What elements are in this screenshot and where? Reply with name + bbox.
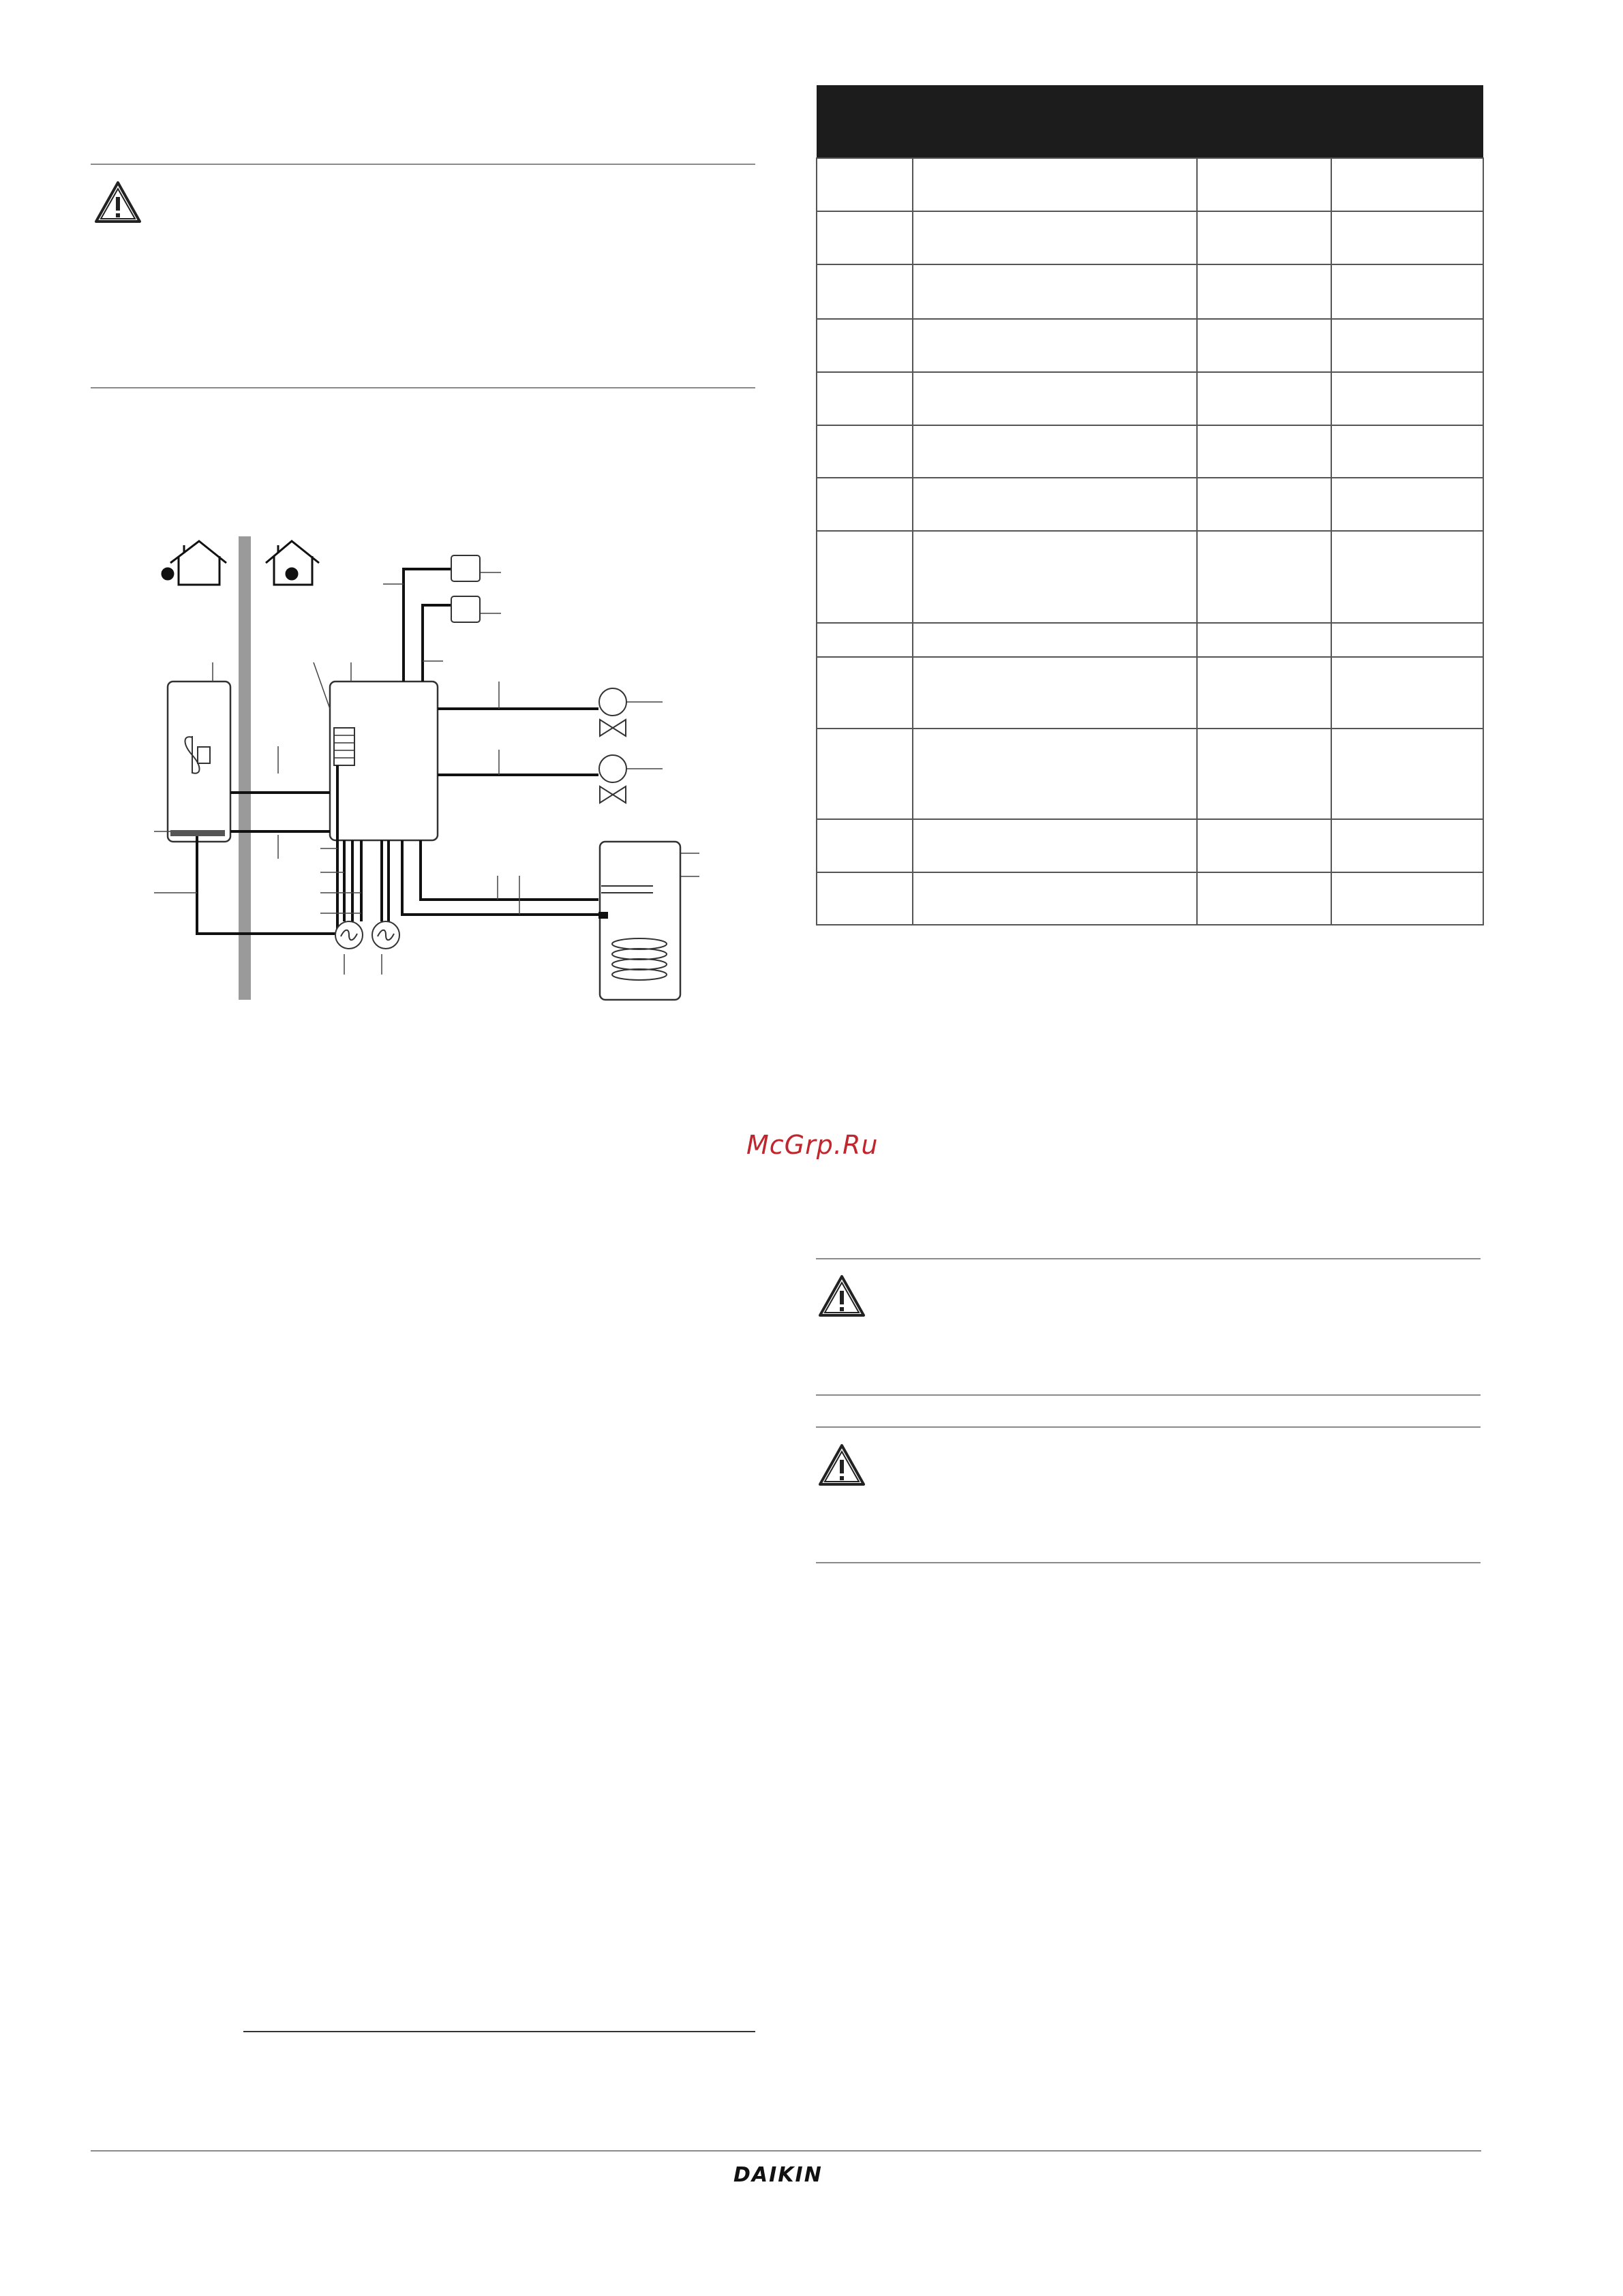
- warning-triangle-icon: [94, 181, 142, 224]
- table-row: [817, 729, 1483, 819]
- warning-triangle-icon: [818, 1274, 866, 1318]
- hot-water-tank: [600, 842, 680, 1000]
- warning-triangle-icon: [818, 1443, 866, 1487]
- accessory-box-1: [451, 555, 480, 581]
- outdoor-unit: [168, 682, 230, 842]
- warning-rule-top: [91, 164, 755, 165]
- ac-source-icon: [372, 921, 399, 949]
- pump-icon: [599, 688, 626, 736]
- table-row: [817, 657, 1483, 729]
- outdoor-terminal: [170, 830, 225, 836]
- spec-table: [816, 85, 1484, 925]
- table-row: [817, 872, 1483, 925]
- warning-rule-bottom: [91, 387, 755, 388]
- pump-icon: [599, 755, 626, 803]
- indoor-terminal-block: [334, 728, 354, 765]
- table-row: [817, 623, 1483, 657]
- table-header: [817, 85, 1483, 158]
- watermark-text: McGrp.Ru: [746, 1130, 879, 1160]
- table-row: [817, 425, 1483, 478]
- table-row: [817, 372, 1483, 425]
- outdoor-house-icon: [162, 541, 226, 585]
- caution-2-rule-top: [816, 1426, 1481, 1428]
- table-row: [817, 211, 1483, 264]
- footnote-rule: [243, 2031, 755, 2032]
- table-row: [817, 819, 1483, 872]
- table-row: [817, 478, 1483, 531]
- table-row: [817, 531, 1483, 623]
- caution-1-rule-bottom: [816, 1394, 1481, 1396]
- table-header-row: [817, 85, 1483, 158]
- footer-rule: [91, 2150, 1481, 2152]
- table-row: [817, 319, 1483, 372]
- daikin-logo: DAIKIN: [733, 2163, 823, 2187]
- indoor-house-icon: [266, 541, 319, 585]
- accessory-box-2: [451, 596, 480, 622]
- caution-1-rule-top: [816, 1258, 1481, 1259]
- system-wiring-diagram: [150, 525, 723, 1009]
- table-row: [817, 158, 1483, 211]
- caution-2-rule-bottom: [816, 1562, 1481, 1563]
- table-row: [817, 264, 1483, 319]
- building-wall: [239, 536, 251, 1000]
- ac-source-icon: [335, 921, 363, 949]
